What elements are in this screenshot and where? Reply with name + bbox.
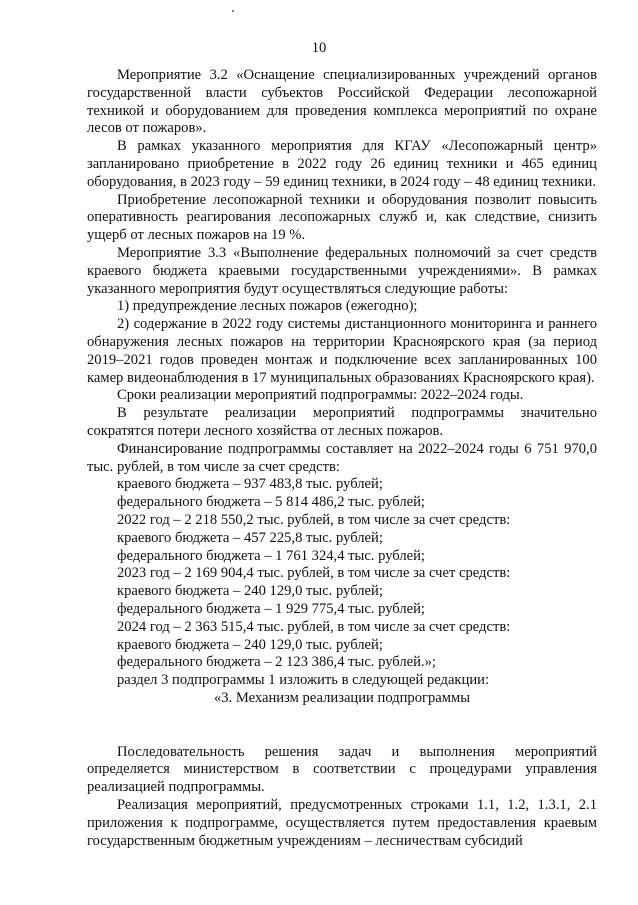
amendment-line: раздел 3 подпрограммы 1 изложить в следующей редакции:	[117, 672, 490, 689]
list-item-2: 2) содержание в 2022 году системы дистанционного мониторинга и раннего обнаружения лесных пожаров на территории Красноярского края (за период 2019–2021 годов проведен монтаж и подключение всех запланированных 100 камер видеонаблюдения в 17 муниципальных образованиях Красноярского края).	[87, 316, 597, 386]
finance-line: федерального бюджета – 1 929 775,4 тыс. рублей;	[117, 600, 425, 617]
section-heading: «3. Механизм реализации подпрограммы	[213, 689, 471, 706]
finance-line: краевого бюджета – 240 129,0 тыс. рублей;	[117, 636, 383, 653]
finance-line: 2024 год – 2 363 515,4 тыс. рублей, в том числе за счет средств:	[117, 618, 511, 635]
paragraph-sequence: Последовательность решения задач и выполнения мероприятий определяется министерством в соответствии с процедурами управления реализацией подпрограммы.	[87, 743, 597, 796]
page-number: 10	[311, 40, 327, 56]
list-item-1: 1) предупреждение лесных пожаров (ежегодно);	[117, 298, 418, 315]
finance-line: краевого бюджета – 240 129,0 тыс. рублей;	[117, 583, 383, 600]
paragraph-kgau-purchases: В рамках указанного мероприятия для КГАУ «Лесопожарный центр» запланировано приобретение в 2022 году 26 единиц техники и 465 единиц оборудования, в 2023 году – 59 единиц техники, в 2024 году – 48 единиц техники.	[87, 138, 597, 190]
document-body	[87, 67, 597, 850]
paragraph-measure-3-3: Мероприятие 3.3 «Выполнение федеральных полномочий за счет средств краевого бюджета краевыми государственными учреждениями». В рамках указанного мероприятия будут осуществляться следующие работы:	[87, 244, 597, 297]
finance-line: федерального бюджета – 5 814 486,2 тыс. рублей;	[117, 494, 425, 511]
paragraph-result: В результате реализации мероприятий подпрограммы значительно сократятся потери лесного хозяйства от лесных пожаров.	[87, 405, 597, 439]
finance-line: 2023 год – 2 169 904,4 тыс. рублей, в том числе за счет средств:	[117, 565, 511, 582]
paragraph-implementation: Реализация мероприятий, предусмотренных строками 1.1, 1.2, 1.3.1, 2.1 приложения к подпрограмме, осуществляется путем предоставления краевым государственным бюджетным учреждениям – лесничествам субсидий	[87, 797, 597, 849]
paragraph-equipment-effect: Приобретение лесопожарной техники и оборудования позволит повысить оперативность реагирования лесопожарных служб и, как следствие, снизить ущерб от лесных пожаров на 19 %.	[87, 191, 597, 244]
finance-line: федерального бюджета – 1 761 324,4 тыс. рублей;	[117, 547, 425, 564]
paragraph-financing: Финансирование подпрограммы составляет на 2022–2024 годы 6 751 970,0 тыс. рублей, в том числе за счет средств:	[87, 440, 597, 475]
scan-speck	[232, 10, 234, 12]
paragraph-measure-3-2: Мероприятие 3.2 «Оснащение специализированных учреждений органов государственной власти субъектов Российской Федерации лесопожарной техникой и оборудованием для проведения комплекса мероприятий по охране лесов от пожаров».	[87, 67, 597, 137]
section-gap	[87, 708, 597, 744]
finance-line: 2022 год – 2 218 550,2 тыс. рублей, в том числе за счет средств:	[117, 511, 511, 528]
finance-line: федерального бюджета – 2 123 386,4 тыс. рублей.»;	[117, 654, 436, 671]
finance-line: краевого бюджета – 937 483,8 тыс. рублей;	[117, 476, 383, 493]
finance-line: краевого бюджета – 457 225,8 тыс. рублей;	[117, 529, 383, 546]
paragraph-terms: Сроки реализации мероприятий подпрограммы: 2022–2024 годы.	[117, 387, 524, 404]
